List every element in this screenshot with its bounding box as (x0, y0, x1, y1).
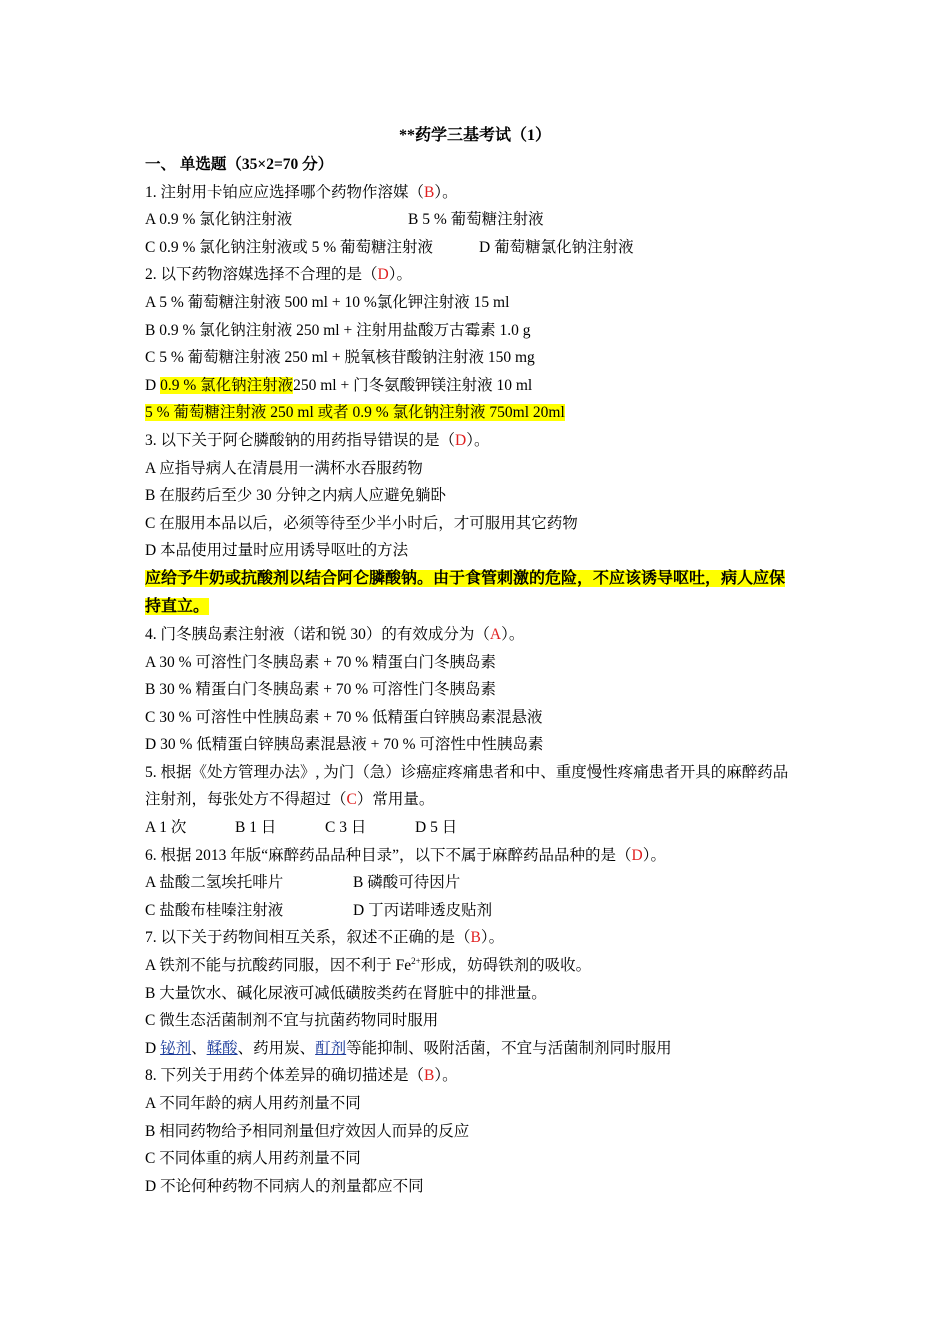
option-d (145, 1035, 825, 1063)
question-stem: 2. 以下药物溶媒选择不合理的是（ (145, 266, 378, 284)
question-5-cont (145, 786, 825, 814)
answer-mark: B (470, 929, 481, 947)
question-2 (145, 261, 825, 289)
option-b: B 0.9 % 氯化钠注射液 250 ml + 注射用盐酸万古霉素 1.0 g (145, 321, 531, 339)
answer-mark: C (346, 791, 357, 809)
option-c: C 30 % 可溶性中性胰岛素 + 70 % 低精蛋白锌胰岛素混悬液 (145, 708, 543, 726)
option-d: D 本品使用过量时应用诱导呕吐的方法 (145, 542, 409, 560)
question-stem-end: ）。 (642, 846, 666, 864)
option-b: B 在服药后至少 30 分钟之内病人应避免躺卧 (145, 487, 446, 505)
option-a: A 应指导病人在清晨用一满杯水吞服药物 (145, 459, 423, 477)
question-stem: 注射剂，每张处方不得超过（ (145, 791, 347, 809)
option-d: D 30 % 低精蛋白锌胰岛素混悬液 + 70 % 可溶性中性胰岛素 (145, 736, 544, 754)
option-row (145, 897, 825, 925)
option-row (145, 814, 825, 842)
question-3 (145, 427, 825, 455)
answer-mark: D (455, 431, 467, 449)
answer-mark: B (424, 183, 435, 201)
question-stem: 6. 根据 2013 年版“麻醉药品品种目录”，以下不属于麻醉药品品种的是（ (145, 846, 632, 864)
question-stem-end: ）。 (434, 1067, 458, 1085)
question-1 (145, 179, 825, 207)
option-a (145, 952, 825, 980)
option-b: B 磷酸可待因片 (353, 874, 461, 892)
highlight-note (145, 593, 825, 621)
answer-mark: B (424, 1067, 435, 1085)
option-d (145, 372, 825, 400)
question-stem-end: ）。 (388, 266, 412, 284)
question-stem-end: ）。 (466, 431, 490, 449)
option-b: B 1 日 (235, 819, 277, 837)
option-d: D 葡萄糖氯化钠注射液 (479, 238, 634, 256)
option-row (145, 234, 825, 262)
option-c: C 0.9 % 氯化钠注射液或 5 % 葡萄糖注射液 (145, 238, 434, 256)
question-stem: 4. 门冬胰岛素注射液（诺和锐 30）的有效成分为（ (145, 625, 490, 643)
option-b: B 5 % 葡萄糖注射液 (408, 211, 544, 229)
question-stem: 3. 以下关于阿仑膦酸钠的用药指导错误的是（ (145, 431, 456, 449)
question-7 (145, 924, 825, 952)
highlight-note (145, 565, 825, 593)
option-b: B 相同药物给予相同剂量但疗效因人而异的反应 (145, 1122, 470, 1140)
question-stem: 8. 下列关于用药个体差异的确切描述是（ (145, 1067, 425, 1085)
option-c: C 不同体重的病人用药剂量不同 (145, 1150, 361, 1168)
document-body (145, 151, 825, 1200)
option-row (145, 206, 825, 234)
link-tannic-acid[interactable]: 鞣酸 (206, 1039, 238, 1057)
highlighted-note-text: 5 % 葡萄糖注射液 250 ml 或者 0.9 % 氯化钠注射液 750ml 20ml (145, 404, 565, 422)
question-8 (145, 1062, 825, 1090)
option-text: 等能抑制、吸附活菌，不宜与活菌制剂同时服用 (346, 1039, 672, 1057)
section-heading: 一、 单选题（35×2=70 分） (145, 156, 334, 173)
option-d: D 不论何种药物不同病人的剂量都应不同 (145, 1177, 424, 1195)
highlight-note (145, 399, 825, 427)
option-d: D 5 日 (415, 819, 458, 837)
question-6 (145, 842, 825, 870)
option-a: A 盐酸二氢埃托啡片 (145, 874, 284, 892)
separator: 、药用炭、 (237, 1039, 316, 1057)
option-text: 250 ml + 门冬氨酸钾镁注射液 10 ml (293, 376, 533, 394)
option-a: A 1 次 (145, 819, 187, 837)
option-a: A 5 % 葡萄糖注射液 500 ml + 10 %氯化钾注射液 15 ml (145, 293, 510, 311)
page-title: **药学三基考试（1） (398, 127, 551, 144)
separator: 、 (191, 1039, 207, 1057)
option-a: A 0.9 % 氯化钠注射液 (145, 211, 293, 229)
question-stem: 1. 注射用卡铂应应选择哪个药物作溶媒（ (145, 183, 425, 201)
question-stem-end: ）常用量。 (356, 791, 435, 809)
option-a: A 不同年龄的病人用药剂量不同 (145, 1095, 361, 1112)
option-c: C 在服用本品以后，必须等待至少半小时后，才可服用其它药物 (145, 514, 578, 532)
option-letter: D (145, 376, 161, 394)
option-b: B 大量饮水、碱化尿液可减低磺胺类药在肾脏中的排泄量。 (145, 984, 547, 1002)
superscript: 2+ (411, 955, 421, 966)
option-letter: D (145, 1039, 161, 1057)
option-b: B 30 % 精蛋白门冬胰岛素 + 70 % 可溶性门冬胰岛素 (145, 681, 497, 699)
option-c: C 5 % 葡萄糖注射液 250 ml + 脱氧核苷酸钠注射液 150 mg (145, 349, 535, 367)
option-text-end: 形成，妨碍铁剂的吸收。 (420, 957, 592, 975)
option-c: C 3 日 (325, 819, 367, 837)
highlighted-note-text: 持直立。 (145, 597, 210, 615)
highlighted-text: 0.9 % 氯化钠注射液 (160, 376, 294, 394)
question-stem: 7. 以下关于药物间相互关系，叙述不正确的是（ (145, 929, 471, 947)
option-c: C 盐酸布桂嗪注射液 (145, 901, 284, 919)
answer-mark: D (631, 846, 643, 864)
answer-mark: D (377, 266, 389, 284)
link-tincture[interactable]: 酊剂 (315, 1039, 347, 1057)
link-bismuth[interactable]: 铋剂 (160, 1039, 192, 1057)
option-d: D 丁丙诺啡透皮贴剂 (353, 901, 493, 919)
answer-mark: A (489, 625, 502, 643)
option-row (145, 869, 825, 897)
question-stem-end: ）。 (501, 625, 525, 643)
option-c: C 微生态活菌制剂不宜与抗菌药物同时服用 (145, 1012, 439, 1030)
option-a: A 30 % 可溶性门冬胰岛素 + 70 % 精蛋白门冬胰岛素 (145, 653, 497, 671)
highlighted-note-text: 应给予牛奶或抗酸剂以结合阿仑膦酸钠。由于食管刺激的危险，不应该诱导呕吐，病人应保 (145, 569, 786, 587)
option-text: A 铁剂不能与抗酸药同服，因不利于 Fe (145, 957, 412, 975)
question-5: 5. 根据《处方管理办法》, 为门（急）诊癌症疼痛患者和中、重度慢性疼痛患者开具的麻醉药品 (145, 763, 789, 781)
question-stem-end: ）。 (480, 929, 505, 947)
question-stem-end: ）。 (434, 183, 458, 201)
question-4 (145, 621, 825, 649)
